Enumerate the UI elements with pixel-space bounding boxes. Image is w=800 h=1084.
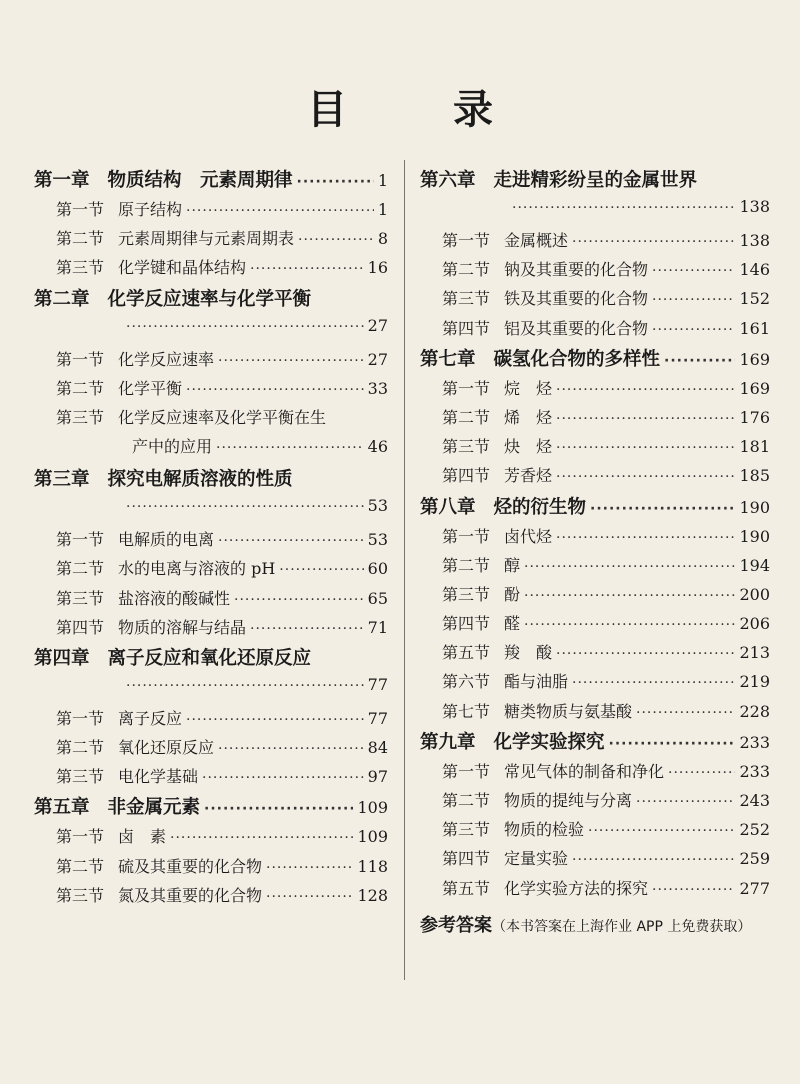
section-number: 第六节 [442,672,491,692]
page-number: 152 [739,289,770,309]
section-number: 第三节 [56,588,105,608]
dot-leader [590,501,735,517]
toc-chapter-entry[interactable] [34,285,388,316]
chapter-title: 碳氢化合物的多样性 [493,348,661,370]
dot-leader [652,263,735,279]
toc-chapter-page-line[interactable] [34,496,388,527]
page-number: 138 [739,197,770,216]
toc-chapter-entry[interactable] [34,465,388,496]
dot-leader [512,200,735,216]
page-number: 77 [367,674,388,694]
section-number: 第三节 [56,258,105,278]
toc-section-entry[interactable] [34,706,388,735]
page-title: 目 录 [307,87,539,133]
page-number: 243 [739,791,770,810]
toc-continuation-line[interactable] [34,434,388,465]
toc-section-entry[interactable] [34,764,388,793]
toc-section-entry[interactable] [420,817,770,846]
section-number: 第三节 [442,289,491,309]
page-number: 53 [367,530,388,550]
dot-leader [266,860,353,876]
section-title: 化学平衡 [118,378,183,398]
chapter-title: 烃的衍生物 [493,496,587,518]
section-title: 水的电离与溶液的 pH [118,559,276,579]
page-number: 146 [739,260,770,280]
toc-left-column [34,166,388,912]
section-title: 铝及其重要的化合物 [504,318,649,338]
section-title: 原子结构 [118,200,183,219]
section-title: 糖类物质与氨基酸 [504,701,633,721]
toc-section-entry[interactable] [420,640,770,669]
section-number: 第七节 [442,701,491,721]
dot-leader [572,675,735,691]
section-number: 第一节 [442,761,491,781]
section-title: 物质的溶解与结晶 [118,617,247,637]
page-number: 27 [367,349,388,369]
page-number: 252 [739,820,770,840]
toc-chapter-page-line[interactable] [420,197,770,228]
section-number: 第二节 [442,260,491,280]
toc-section-entry[interactable] [34,527,388,556]
chapter-title: 物质结构 元素周期律 [107,170,293,191]
section-number: 第四节 [442,318,491,338]
page-number: 138 [739,231,770,250]
dot-leader [204,801,353,817]
toc-section-entry[interactable] [34,615,388,644]
dot-leader [126,319,364,335]
section-title-continued: 产中的应用 [132,437,213,457]
toc-section-entry[interactable] [420,257,770,286]
page-number: 185 [739,466,770,486]
toc-section-entry[interactable] [420,553,770,582]
toc-right-column [420,166,770,942]
dot-leader [297,174,374,190]
section-title: 氮及其重要的化合物 [118,885,263,905]
dot-leader [652,292,735,308]
section-title: 化学反应速率及化学平衡在生 [118,407,327,427]
dot-leader [170,830,353,846]
dot-leader [524,617,735,633]
page-number: 219 [739,672,770,692]
toc-section-entry[interactable] [420,434,770,463]
section-title: 电化学基础 [118,767,199,787]
chapter-number: 第八章 [420,496,476,518]
toc-section-entry[interactable] [420,611,770,640]
dot-leader [524,588,735,604]
page-number: 84 [367,738,388,758]
section-title: 定量实验 [504,849,569,869]
section-title: 金属概述 [504,231,569,250]
section-number: 第一节 [442,378,491,398]
toc-section-entry[interactable] [420,228,770,257]
section-number: 第二节 [442,407,491,427]
section-number: 第三节 [56,407,105,427]
section-number: 第一节 [56,708,105,728]
section-number: 第一节 [442,526,491,546]
section-number: 第二节 [442,555,491,575]
section-number: 第三节 [442,820,491,840]
toc-section-entry[interactable] [420,582,770,611]
section-number: 第二节 [56,856,105,876]
page-number: 109 [357,798,388,818]
dot-leader [556,440,735,456]
page-number: 206 [739,614,770,634]
dot-leader [572,852,735,868]
section-title: 离子反应 [118,708,183,728]
toc-chapter-entry[interactable] [34,166,388,197]
chapter-number: 第九章 [420,731,476,753]
toc-section-entry[interactable] [34,347,388,376]
section-number: 第四节 [56,617,105,637]
answer-note: （本书答案在上海作业 APP 上免费获取） [492,918,752,935]
page-number: 16 [367,258,388,278]
section-number: 第四节 [442,466,491,486]
dot-leader [572,234,735,250]
toc-section-entry[interactable] [34,255,388,284]
page-number: 190 [739,497,770,517]
dot-leader [556,382,735,398]
page-number: 169 [739,349,770,369]
dot-leader [668,765,735,781]
section-title: 炔 烃 [504,437,553,457]
dot-leader [186,203,374,219]
page-number: 97 [367,767,388,787]
toc-section-entry[interactable] [34,405,388,434]
section-title: 化学键和晶体结构 [118,258,247,278]
page-number: 233 [739,732,770,752]
section-number: 第四节 [442,849,491,869]
page-number: 228 [739,701,770,721]
dot-leader [556,469,735,485]
page-number: 65 [367,588,388,608]
chapter-number: 第七章 [420,348,476,370]
dot-leader [279,562,363,578]
section-title: 烷 烃 [504,378,553,398]
page-number: 277 [739,878,770,898]
dot-leader [588,823,735,839]
section-title: 羧 酸 [504,643,553,663]
dot-leader [266,889,353,905]
toc-section-entry[interactable] [34,556,388,585]
section-title: 醇 [504,555,521,575]
page-number: 109 [357,827,388,847]
chapter-number: 第六章 [420,170,476,191]
dot-leader [556,646,735,662]
dot-leader [202,770,364,786]
dot-leader [234,592,364,608]
toc-section-entry[interactable] [420,788,770,817]
page-number: 181 [739,437,770,457]
chapter-title: 探究电解质溶液的性质 [107,469,293,491]
page-number: 190 [739,526,770,546]
section-number: 第一节 [56,827,105,847]
page-number: 128 [357,885,388,905]
toc-section-entry[interactable] [420,463,770,492]
dot-leader [556,530,735,546]
page-number: 161 [739,318,770,338]
dot-leader [524,559,735,575]
toc-chapter-entry[interactable] [34,644,388,675]
section-number: 第二节 [442,791,491,810]
section-title: 烯 烃 [504,407,553,427]
toc-section-entry[interactable] [420,316,770,345]
section-title: 钠及其重要的化合物 [504,260,649,280]
dot-leader [636,794,735,810]
toc-section-entry[interactable] [420,286,770,315]
section-number: 第三节 [442,437,491,457]
toc-section-entry[interactable] [34,883,388,912]
toc-section-entry[interactable] [34,735,388,764]
section-title: 铁及其重要的化合物 [504,289,649,309]
dot-leader [126,499,364,515]
section-number: 第二节 [56,559,105,579]
toc-section-entry[interactable] [34,824,388,853]
page-number: 77 [367,708,388,728]
section-number: 第三节 [56,767,105,787]
page-number: 176 [739,407,770,427]
toc-section-entry[interactable] [420,876,770,905]
section-number: 第五节 [442,643,491,663]
section-title: 醛 [504,614,521,634]
section-number: 第二节 [56,378,105,398]
page-number: 53 [367,496,388,516]
chapter-number: 第四章 [34,647,90,669]
section-title: 酯与油脂 [504,672,569,692]
dot-leader [652,882,735,898]
section-title: 常见气体的制备和净化 [504,761,665,781]
dot-leader [609,736,736,752]
page-number: 1 [377,200,388,219]
toc-section-entry[interactable] [34,197,388,226]
section-number: 第一节 [442,231,491,250]
page-number: 118 [357,856,388,876]
toc-section-entry[interactable] [420,699,770,728]
dot-leader [216,440,364,456]
section-title: 元素周期律与元素周期表 [118,229,295,249]
section-title: 卤代烃 [504,526,553,546]
section-title: 电解质的电离 [118,530,215,550]
section-title: 物质的提纯与分离 [504,791,633,810]
chapter-title: 非金属元素 [107,797,201,819]
toc-section-entry[interactable] [420,669,770,698]
section-title: 酚 [504,584,521,604]
toc-chapter-entry[interactable] [420,728,770,759]
chapter-number: 第五章 [34,797,90,819]
page-number: 8 [377,229,388,249]
toc-section-entry[interactable] [420,405,770,434]
section-title: 化学实验方法的探究 [504,878,649,898]
section-number: 第四节 [442,614,491,634]
section-title: 物质的检验 [504,820,585,840]
section-title: 卤 素 [118,827,167,847]
section-number: 第一节 [56,530,105,550]
dot-leader [186,382,364,398]
page-number: 194 [739,555,770,575]
dot-leader [126,678,364,694]
answer-entry[interactable] [420,911,770,942]
chapter-number: 第一章 [34,170,90,191]
page-number: 233 [739,761,770,781]
section-number: 第二节 [56,738,105,758]
chapter-number: 第二章 [34,288,90,310]
toc-section-entry[interactable] [420,524,770,553]
chapter-title: 走进精彩纷呈的金属世界 [493,170,698,191]
toc-section-entry[interactable] [34,226,388,255]
section-title: 化学反应速率 [118,349,215,369]
section-number: 第三节 [442,584,491,604]
toc-section-entry[interactable] [34,586,388,615]
dot-leader [218,353,364,369]
chapter-title: 化学实验探究 [493,731,605,753]
toc-chapter-page-line[interactable] [34,675,388,706]
page-number: 46 [367,437,388,457]
chapter-title: 化学反应速率与化学平衡 [107,288,312,310]
section-title: 盐溶液的酸碱性 [118,588,231,608]
page-number: 71 [367,617,388,637]
dot-leader [636,705,735,721]
dot-leader [250,621,364,637]
dot-leader [218,533,364,549]
section-title: 氧化还原反应 [118,738,215,758]
dot-leader [556,411,735,427]
section-number: 第三节 [56,885,105,905]
toc-section-entry[interactable] [420,376,770,405]
toc-section-entry[interactable] [34,854,388,883]
page-number: 169 [739,378,770,398]
page-number: 259 [739,849,770,869]
section-title: 硫及其重要的化合物 [118,856,263,876]
column-divider [404,160,405,980]
page-number: 33 [367,378,388,398]
page-number: 213 [739,643,770,663]
dot-leader [218,741,364,757]
toc-chapter-page-line[interactable] [34,316,388,347]
toc-chapter-entry[interactable] [34,793,388,824]
dot-leader [298,232,374,248]
toc-chapter-entry[interactable] [420,493,770,524]
toc-section-entry[interactable] [420,846,770,875]
dot-leader [250,261,364,277]
dot-leader [664,353,735,369]
page-number: 1 [377,171,388,190]
toc-section-entry[interactable] [420,759,770,788]
section-title: 芳香烃 [504,466,553,486]
toc-chapter-entry[interactable] [420,166,770,197]
section-number: 第五节 [442,878,491,898]
section-number: 第一节 [56,349,105,369]
toc-chapter-entry[interactable] [420,345,770,376]
page-number: 200 [739,584,770,604]
section-number: 第一节 [56,200,105,219]
chapter-title: 离子反应和氧化还原反应 [107,647,312,669]
page-number: 27 [367,315,388,335]
toc-section-entry[interactable] [34,376,388,405]
chapter-number: 第三章 [34,469,90,491]
page-number: 60 [367,559,388,579]
section-number: 第二节 [56,229,105,249]
answer-label: 参考答案 [420,914,492,936]
dot-leader [186,712,364,728]
dot-leader [652,322,735,338]
